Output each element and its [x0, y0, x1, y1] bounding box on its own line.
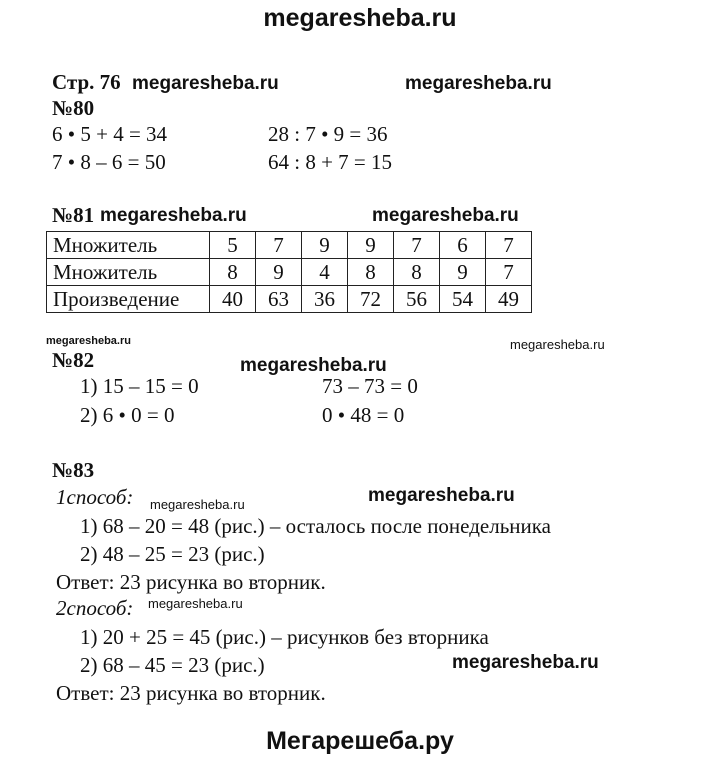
method-1-label: 1способ:: [56, 485, 134, 509]
table-cell: 36: [302, 286, 348, 313]
table-cell: 8: [348, 259, 394, 286]
solution-step: 2) 68 – 45 = 23 (рис.): [80, 653, 265, 677]
table-cell: 63: [256, 286, 302, 313]
table-cell: 7: [394, 232, 440, 259]
table-cell: 7: [486, 232, 532, 259]
equation: 6 • 5 + 4 = 34: [52, 122, 168, 146]
table-cell: 9: [440, 259, 486, 286]
table-cell: 9: [348, 232, 394, 259]
row-label: Множитель: [47, 259, 210, 286]
table-cell: 7: [256, 232, 302, 259]
table-cell: 40: [210, 286, 256, 313]
equation: 1) 15 – 15 = 0: [80, 374, 199, 398]
table-cell: 9: [256, 259, 302, 286]
site-header: megaresheba.ru: [263, 4, 457, 32]
solution-step: 1) 20 + 25 = 45 (рис.) – рисунков без вторника: [80, 625, 489, 649]
watermark: megaresheba.ru: [100, 205, 247, 226]
watermark: megaresheba.ru: [405, 73, 552, 94]
watermark: megaresheba.ru: [46, 335, 131, 347]
exercise-82-title: №82: [52, 348, 95, 372]
watermark: megaresheba.ru: [510, 337, 605, 352]
solution-step: 1) 68 – 20 = 48 (рис.) – осталось после понедельника: [80, 514, 551, 538]
watermark: megaresheba.ru: [452, 652, 599, 673]
solution-step: 2) 48 – 25 = 23 (рис.): [80, 542, 265, 566]
exercise-81-title: №81: [52, 203, 95, 227]
table-cell: 56: [394, 286, 440, 313]
table-cell: 4: [302, 259, 348, 286]
watermark: megaresheba.ru: [368, 485, 515, 506]
equation: 7 • 8 – 6 = 50: [52, 150, 166, 174]
table-cell: 9: [302, 232, 348, 259]
equation: 2) 6 • 0 = 0: [80, 403, 175, 427]
equation: 73 – 73 = 0: [322, 374, 418, 398]
site-footer: Мегарешеба.ру: [266, 727, 454, 755]
equation: 64 : 8 + 7 = 15: [268, 150, 393, 174]
equation: 0 • 48 = 0: [322, 403, 405, 427]
watermark: megaresheba.ru: [372, 205, 519, 226]
multiplication-table: [46, 231, 532, 313]
exercise-83-title: №83: [52, 458, 95, 482]
table-cell: 49: [486, 286, 532, 313]
table-cell: 5: [210, 232, 256, 259]
watermark: megaresheba.ru: [148, 596, 243, 611]
watermark: megaresheba.ru: [132, 73, 279, 94]
table-cell: 7: [486, 259, 532, 286]
page-label: Стр. 76: [52, 70, 121, 94]
table-cell: 72: [348, 286, 394, 313]
answer: Ответ: 23 рисунка во вторник.: [56, 570, 326, 594]
row-label: Произведение: [47, 286, 210, 313]
table-row: [47, 259, 532, 286]
watermark: megaresheba.ru: [240, 355, 387, 376]
table-cell: 54: [440, 286, 486, 313]
equation: 28 : 7 • 9 = 36: [268, 122, 388, 146]
table-row: [47, 286, 532, 313]
answer: Ответ: 23 рисунка во вторник.: [56, 681, 326, 705]
row-label: Множитель: [47, 232, 210, 259]
exercise-80-title: №80: [52, 96, 95, 120]
table-cell: 8: [394, 259, 440, 286]
table-cell: 6: [440, 232, 486, 259]
method-2-label: 2способ:: [56, 596, 134, 620]
table-cell: 8: [210, 259, 256, 286]
table-row: [47, 232, 532, 259]
watermark: megaresheba.ru: [150, 497, 245, 512]
